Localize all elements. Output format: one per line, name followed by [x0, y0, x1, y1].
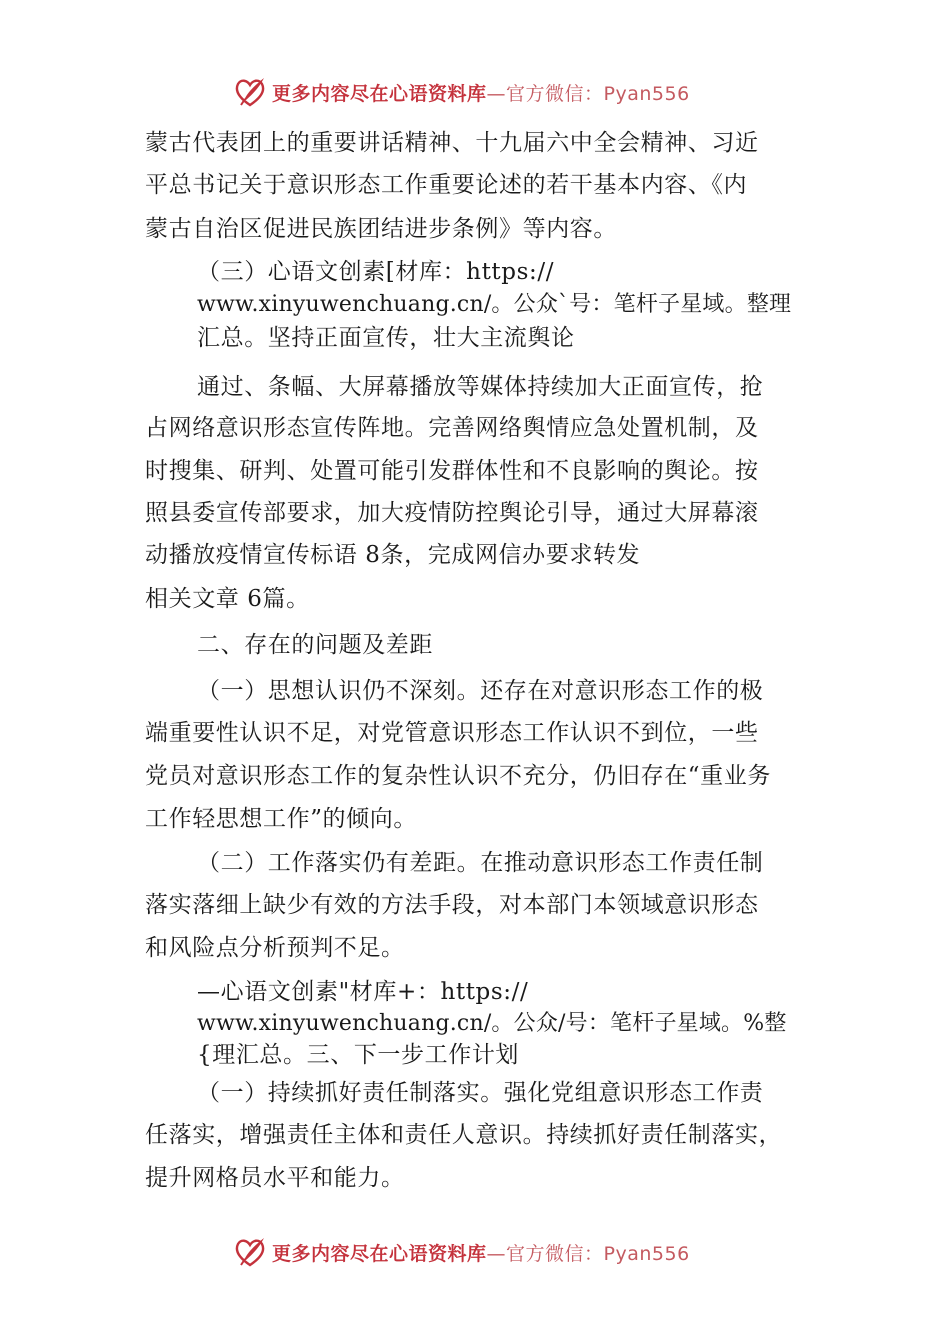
text-line: 党员对意识形态工作的复杂性认识不充分，仍旧存在“重业务 [145, 763, 771, 789]
text-line: 端重要性认识不足，对党管意识形态工作认识不到位，一些 [145, 720, 759, 746]
section-heading: （三）心语文创素[材库：https:// [197, 259, 555, 285]
banner-text [272, 1239, 690, 1266]
text-line: 平总书记关于意识形态工作重要论述的若干基本内容、《内 [145, 172, 748, 198]
text-line: 占网络意识形态宣传阵地。完善网络舆情应急处置机制，及 [145, 415, 759, 441]
text-line: 汇总。坚持正面宣传，壮大主流舆论 [197, 325, 575, 351]
banner-brand: 更多内容尽在心语资料库 [272, 82, 487, 105]
section-heading: 二、存在的问题及差距 [197, 632, 433, 658]
text-line: 相关文章 6篇。 [145, 586, 310, 612]
header-watermark-banner [0, 72, 950, 112]
text-line: 蒙古自治区促进民族团结进步条例》等内容。 [145, 216, 617, 242]
text-line: 任落实，增强责任主体和责任人意识。持续抓好责任制落实， [145, 1122, 783, 1148]
text-line: 落实落细上缺少有效的方法手段，对本部门本领域意识形态 [145, 892, 759, 918]
text-line: —心语文创素"材库+：https:// [197, 979, 529, 1005]
banner-text [272, 79, 690, 106]
banner-wechat: —官方微信：Pyan556 [486, 1242, 690, 1265]
text-line: 工作轻思想工作”的倾向。 [145, 806, 417, 832]
text-line: 动播放疫情宣传标语 8条，完成网信办要求转发 [145, 542, 641, 568]
text-line: 提升网格员水平和能力。 [145, 1165, 405, 1191]
footer-watermark-banner [0, 1232, 950, 1272]
text-line: 时搜集、研判、处置可能引发群体性和不良影响的舆论。按 [145, 458, 759, 484]
quill-heart-logo-icon [232, 1234, 268, 1270]
text-line: 通过、条幅、大屏幕播放等媒体持续加大正面宣传，抢 [197, 374, 764, 400]
text-line: 和风险点分析预判不足。 [145, 935, 405, 961]
text-line: 蒙古代表团上的重要讲话精神、十九届六中全会精神、习近 [145, 130, 759, 156]
text-line: www.xinyuwenchuang.cn/。公众/号：笔杆子星域。%整 [197, 1011, 787, 1036]
text-line: 照县委宣传部要求，加大疫情防控舆论引导，通过大屏幕滚 [145, 500, 759, 526]
text-line: （一）持续抓好责任制落实。强化党组意识形态工作责 [197, 1080, 764, 1106]
quill-heart-logo-icon [232, 74, 268, 110]
text-line: （二）工作落实仍有差距。在推动意识形态工作责任制 [197, 850, 764, 876]
banner-wechat: —官方微信：Pyan556 [486, 82, 690, 105]
banner-brand: 更多内容尽在心语资料库 [272, 1242, 487, 1265]
text-line: www.xinyuwenchuang.cn/。公众`号：笔杆子星域。整理 [197, 292, 792, 317]
text-line: （一）思想认识仍不深刻。还存在对意识形态工作的极 [197, 678, 764, 704]
text-line: {理汇总。三、下一步工作计划 [197, 1042, 520, 1068]
